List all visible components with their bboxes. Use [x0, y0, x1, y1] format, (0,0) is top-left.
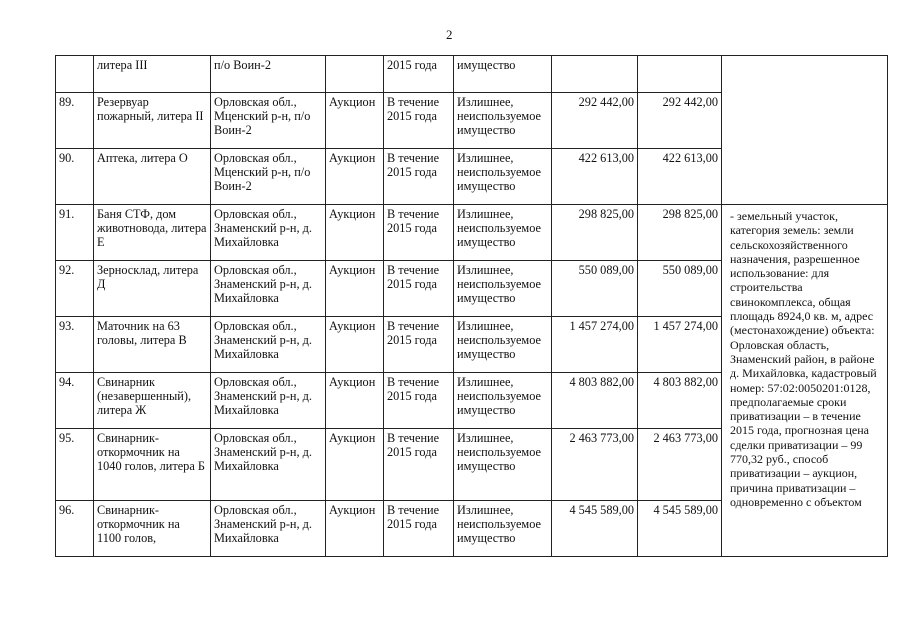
initial-price: 292 442,00 — [552, 93, 638, 149]
object-name: Зерносклад, литера Д — [94, 261, 211, 317]
forecast-price: 292 442,00 — [638, 93, 722, 149]
object-location: Орловская обл., Знаменский р-н, д. Михайловка — [211, 429, 326, 501]
sale-method: Аукцион — [326, 373, 384, 429]
object-location: Орловская обл., Мценский р-н, п/о Воин-2 — [211, 149, 326, 205]
forecast-price: 298 825,00 — [638, 205, 722, 261]
sale-reason: Излишнее, неиспользуемое имущество — [454, 373, 552, 429]
row-number: 94. — [56, 373, 94, 429]
table-row — [56, 205, 888, 261]
forecast-price: 550 089,00 — [638, 261, 722, 317]
sale-period: В течение 2015 года — [384, 317, 454, 373]
object-name: Резервуар пожарный, литера II — [94, 93, 211, 149]
note-cell-empty — [722, 56, 888, 205]
forecast-price — [638, 56, 722, 93]
row-number: 93. — [56, 317, 94, 373]
sale-period: 2015 года — [384, 56, 454, 93]
object-location: Орловская обл., Знаменский р-н, д. Михайловка — [211, 261, 326, 317]
sale-method: Аукцион — [326, 205, 384, 261]
sale-reason: Излишнее, неиспользуемое имущество — [454, 429, 552, 501]
sale-reason: Излишнее, неиспользуемое имущество — [454, 317, 552, 373]
sale-reason: Излишнее, неиспользуемое имущество — [454, 261, 552, 317]
initial-price: 298 825,00 — [552, 205, 638, 261]
sale-method: Аукцион — [326, 93, 384, 149]
initial-price: 422 613,00 — [552, 149, 638, 205]
sale-method — [326, 56, 384, 93]
sale-method: Аукцион — [326, 317, 384, 373]
row-number: 92. — [56, 261, 94, 317]
sale-reason: Излишнее, неиспользуемое имущество — [454, 93, 552, 149]
sale-reason: Излишнее, неиспользуемое имущество — [454, 205, 552, 261]
sale-period: В течение 2015 года — [384, 149, 454, 205]
initial-price: 550 089,00 — [552, 261, 638, 317]
row-number: 95. — [56, 429, 94, 501]
forecast-price: 4 803 882,00 — [638, 373, 722, 429]
initial-price: 4 803 882,00 — [552, 373, 638, 429]
object-name: Аптека, литера О — [94, 149, 211, 205]
sale-period: В течение 2015 года — [384, 373, 454, 429]
property-table — [55, 55, 888, 557]
object-name: Маточник на 63 головы, литера В — [94, 317, 211, 373]
row-number: 96. — [56, 501, 94, 557]
object-name: Свинарник-откормочник на 1100 голов, — [94, 501, 211, 557]
object-location: Орловская обл., Знаменский р-н, д. Михайловка — [211, 205, 326, 261]
object-location: Орловская обл., Мценский р-н, п/о Воин-2 — [211, 93, 326, 149]
sale-method: Аукцион — [326, 429, 384, 501]
sale-reason: Излишнее, неиспользуемое имущество — [454, 501, 552, 557]
initial-price: 1 457 274,00 — [552, 317, 638, 373]
object-location: Орловская обл., Знаменский р-н, д. Михайловка — [211, 317, 326, 373]
row-number: 89. — [56, 93, 94, 149]
row-number: 91. — [56, 205, 94, 261]
page-number: 2 — [446, 27, 453, 42]
sale-period: В течение 2015 года — [384, 429, 454, 501]
object-name: Свинарник-откормочник на 1040 голов, литера Б — [94, 429, 211, 501]
table-row — [56, 56, 888, 93]
sale-period: В течение 2015 года — [384, 501, 454, 557]
sale-method: Аукцион — [326, 149, 384, 205]
object-location: Орловская обл., Знаменский р-н, д. Михайловка — [211, 373, 326, 429]
initial-price — [552, 56, 638, 93]
object-location: п/о Воин-2 — [211, 56, 326, 93]
forecast-price: 1 457 274,00 — [638, 317, 722, 373]
object-name: Свинарник (незавершенный), литера Ж — [94, 373, 211, 429]
sale-method: Аукцион — [326, 261, 384, 317]
row-number — [56, 56, 94, 93]
sale-period: В течение 2015 года — [384, 261, 454, 317]
sale-method: Аукцион — [326, 501, 384, 557]
forecast-price: 4 545 589,00 — [638, 501, 722, 557]
forecast-price: 422 613,00 — [638, 149, 722, 205]
sale-reason: Излишнее, неиспользуемое имущество — [454, 149, 552, 205]
sale-reason: имущество — [454, 56, 552, 93]
sale-period: В течение 2015 года — [384, 93, 454, 149]
object-name: литера III — [94, 56, 211, 93]
initial-price: 2 463 773,00 — [552, 429, 638, 501]
object-location: Орловская обл., Знаменский р-н, д. Михайловка — [211, 501, 326, 557]
object-name: Баня СТФ, дом животновода, литера Е — [94, 205, 211, 261]
row-number: 90. — [56, 149, 94, 205]
sale-period: В течение 2015 года — [384, 205, 454, 261]
land-plot-note: - земельный участок, категория земель: земли сельскохозяйственного назначения, разрешенное использование: для строительства свинокомплекса, общая площадь 8924,0 кв. м, адрес (местонахождение) объекта: Орловская область, Знаменский район, в районе д. Михайловка, кадастровый номер: 57:02:0050201:0128, предполагаемые сроки приватизации – в течение 2015 года, прогнозная цена сделки приватизации – 99 770,32 руб., способ приватизации – аукцион, причина приватизации – одновременно с объектом — [722, 205, 888, 557]
forecast-price: 2 463 773,00 — [638, 429, 722, 501]
initial-price: 4 545 589,00 — [552, 501, 638, 557]
